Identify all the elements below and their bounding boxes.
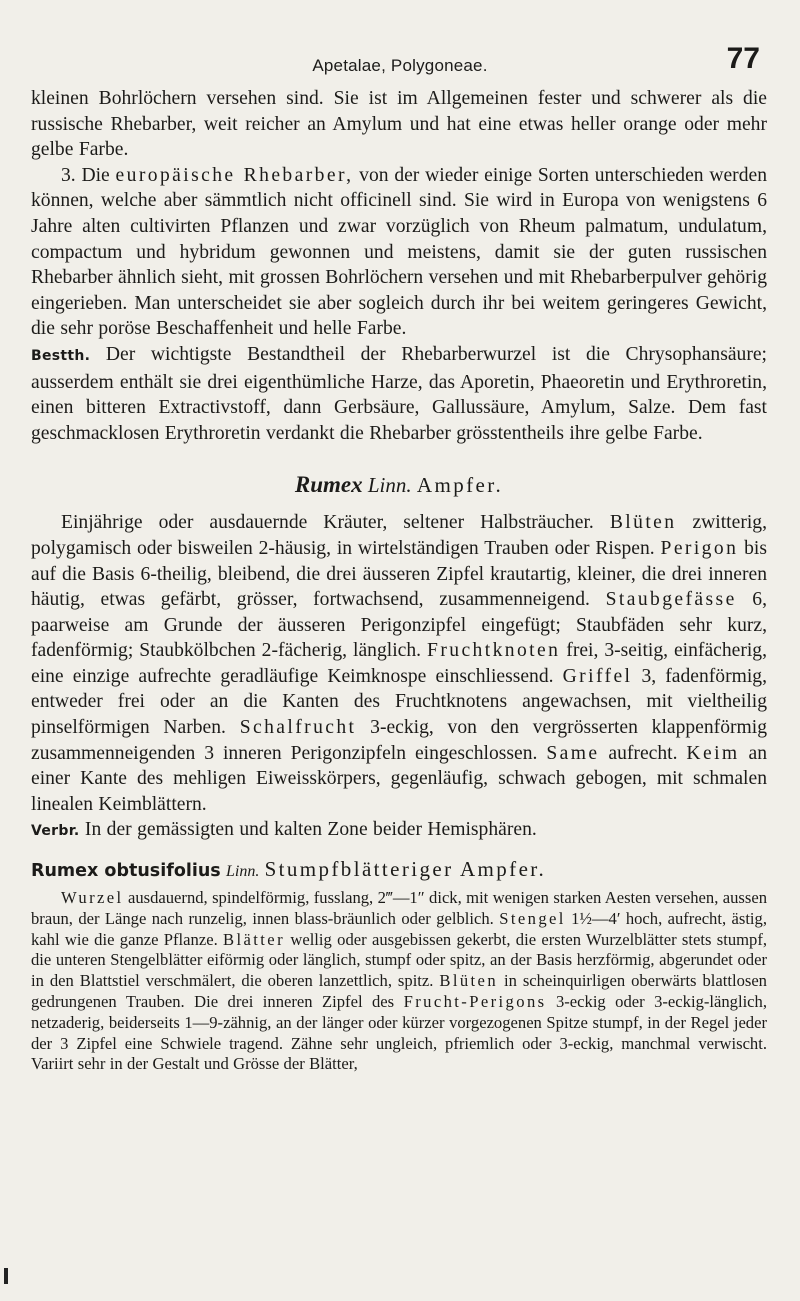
paragraph-distribution	[31, 817, 767, 845]
paragraph-text: von der wieder einige Sorten unterschieden werden können, welche aber sämmtlich nicht officinell sind. Sie wird in Europa von wenigstens 6 Jahre alten cultivirten Pflanzen und zwar vorzüglich von Rheum palmatum, undulatum, compactum und hybridum gewonnen und meistens, damit sie der guten russischen Rhebarber ähnlich sieht, mit grossen Bohrlöchern versehen und mit Rhebarberpulver gehörig eingerieben. Man unterscheidet sie aber sogleich durch ihr bei weitem geringeres Gewicht, die sehr poröse Beschaffenheit und helle Farbe.	[31, 164, 767, 340]
keyword-griffel: Griffel	[562, 665, 633, 687]
desc-text: an einer Kante des mehligen Eiweisskörpers, gegenläufig, schwach gebogen, mit schmalen linealen Keimblättern.	[31, 742, 767, 815]
spaced-term: europäische Rhebarber,	[115, 164, 354, 186]
genus-name: Rumex	[294, 472, 363, 498]
desc-text: in scheinquirligen oberwärts blattlosen gedrungenen Trauben. Die drei inneren Zipfel des	[31, 971, 767, 1012]
desc-text: 3-eckig oder 3-eckig-länglich, netzaderig, beiderseits 1—9-zähnig, an der länger oder kürzer vorgezogenen Spitze stumpf, in der Regel jeder der 3 Zipfel eine Schwiele tragend. Zähne sehr ungleich, pfriemlich oder 3-eckig, manchmal verwischt. Variirt sehr in der Gestalt und Grösse der Blätter,	[31, 992, 767, 1074]
margin-speck	[4, 1268, 8, 1284]
keyword-same: Same	[546, 742, 600, 764]
species-name: Rumex obtusifolius	[31, 861, 221, 882]
keyword-bluten: Blüten	[609, 512, 677, 534]
keyword-wurzel: Wurzel	[61, 888, 124, 908]
species-authority: Linn.	[225, 863, 260, 881]
keyword-fruchtknoten: Fruchtknoten	[427, 640, 561, 662]
keyword-perigon: Perigon	[660, 537, 739, 559]
desc-text: 3, fadenförmig, entweder frei oder an die Kanten des Fruchtknotens angewachsen, mit vieltheilig pinselförmigen Narben.	[31, 665, 767, 739]
desc-text: frei, 3-seitig, einfächerig, eine einzige aufrechte geradläufige Keimknospe einschliessend.	[31, 640, 768, 687]
page-header	[0, 14, 800, 75]
desc-text: 1½—4′ hoch, aufrecht, ästig, kahl wie die ganze Pflanze.	[31, 908, 767, 949]
desc-text: ausdauernd, spindelförmig, fusslang, 2‴—1″ dick, mit wenigen starken Aesten versehen, aussen braun, der Länge nach runzelig, innen blass-bräunlich oder gelblich.	[31, 888, 767, 928]
keyword-staubgefaesse: Staubgefässe	[605, 589, 737, 611]
run-in-heading: Verbr.	[31, 823, 80, 840]
paragraph-text: Der wichtigste Bestandtheil der Rhebarberwurzel ist die Chrysophansäure; ausserdem enthält sie drei eigenthümliche Harze, das Aporetin, Phaeoretin und Erythroretin, einen bitteren Extractivstoff, dann Gerbsäure, Gallussäure, Amylum, Salze. Dem fast geschmacklosen Erythroretin verdankt die Rhebarber grösstentheils ihre gelbe Farbe.	[31, 343, 767, 444]
keyword-blaetter: Blätter	[223, 929, 286, 949]
keyword-frucht-perigons: Frucht-Perigons	[403, 992, 547, 1012]
desc-text: Einjährige oder ausdauernde Kräuter, seltener Halbsträucher.	[61, 512, 610, 534]
running-head: Apetalae, Polygoneae.	[312, 56, 488, 75]
page-number: 77	[726, 42, 760, 75]
body-text	[31, 86, 767, 1075]
paragraph-continuation: kleinen Bohrlöchern versehen sind. Sie ist im Allgemeinen fester und schwerer als die russische Rhebarber, weit reicher an Amylum und hat eine etwas heller orange oder mehr gelbe Farbe.	[31, 88, 767, 161]
species-heading	[31, 857, 767, 882]
species-common-name: Stumpfblätteriger Ampfer.	[264, 857, 547, 882]
genus-common-name: Ampfer.	[416, 473, 504, 498]
species-description	[31, 888, 767, 1075]
keyword-stengel: Stengel	[499, 908, 566, 928]
keyword-schalfrucht: Schalfrucht	[239, 717, 357, 739]
desc-text: 6, paarweise am Grunde der äusseren Perigonzipfel eingefügt; Staubfäden sehr kurz, fadenförmig; Staubkölbchen 2-fächerig, länglich.	[31, 589, 768, 662]
genus-authority: Linn.	[367, 473, 412, 498]
paragraph-lead: 3. Die	[61, 164, 116, 186]
keyword-bluten: Blüten	[439, 971, 499, 991]
desc-text: zwitterig, polygamisch oder bisweilen 2-häusig, in wirtelständigen Trauben oder Rispen.	[31, 512, 767, 559]
desc-text: aufrecht.	[599, 742, 687, 764]
paragraph-text: In der gemässigten und kalten Zone beider Hemisphären.	[79, 819, 537, 841]
run-in-heading: Bestth.	[31, 347, 91, 364]
keyword-keim: Keim	[686, 742, 740, 764]
genus-description	[31, 510, 767, 817]
genus-heading	[31, 472, 767, 498]
desc-text: bis auf die Basis 6-theilig, bleibend, die drei äusseren Zipfel krautartig, kleiner, die drei inneren häutig, etwas gefärbt, grösser, fortwachsend, zusammenneigend.	[31, 537, 768, 611]
paragraph-european-rhubarb	[31, 163, 767, 342]
paragraph-constituents	[31, 342, 767, 446]
desc-text: wellig oder ausgebissen gekerbt, die ersten Wurzelblätter stets stumpf, die unteren Stengelblätter eiförmig oder länglich, stumpf oder spitz, an der Basis herzförmig, abgerundet oder in den Blattstiel verschmälert, die oberen lanzettlich, spitz.	[31, 929, 767, 991]
desc-text: 3-eckig, von den vergrösserten klappenförmig zusammenneigenden 3 inneren Perigonzipfeln eingeschlossen.	[31, 717, 768, 764]
